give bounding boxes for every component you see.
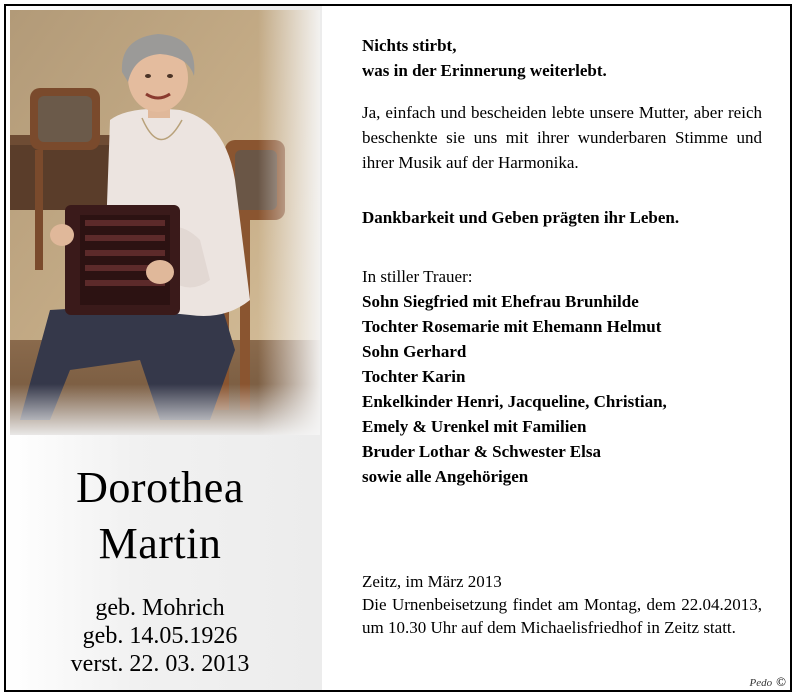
portrait-photo — [10, 10, 320, 435]
obituary-text — [362, 33, 762, 489]
mourner-item: Enkelkinder Henri, Jacqueline, Christian, — [362, 392, 667, 411]
tribute-paragraph: Ja, einfach und bescheiden lebte unsere Mutter, aber reich beschenkte sie uns mit ihrer wunderbaren Stimme und ihrer Musik auf der Harmonika. — [362, 103, 762, 172]
quote-line-2: was in der Erinnerung weiterlebt. — [362, 61, 607, 80]
mourner-item: sowie alle Angehörigen — [362, 467, 529, 486]
mourner-list — [362, 289, 762, 489]
funeral-note: Die Urnenbeisetzung findet am Montag, dem 22.04.2013, um 10.30 Uhr auf dem Michaelisfriedhof in Zeitz statt. — [362, 595, 762, 637]
copyright-author: Pedo — [749, 677, 773, 689]
deceased-name-block — [10, 460, 310, 678]
place-date: Zeitz, im März 2013 — [362, 572, 502, 591]
mourning-intro: In stiller Trauer: — [362, 267, 473, 286]
mourner-item: Tochter Rosemarie mit Ehemann Helmut — [362, 317, 662, 336]
mourner-item: Bruder Lothar & Schwester Elsa — [362, 442, 601, 461]
death-date: verst. 22. 03. 2013 — [70, 651, 250, 677]
funeral-info — [362, 570, 762, 639]
mourner-item: Emely & Urenkel mit Familien — [362, 417, 587, 436]
birth-date: geb. 14.05.1926 — [82, 623, 238, 649]
quote-line-1: Nichts stirbt, — [362, 36, 457, 55]
portrait-photo-icon — [10, 10, 320, 435]
life-details — [10, 594, 310, 678]
maiden-name: geb. Mohrich — [95, 595, 225, 621]
gratitude-line: Dankbarkeit und Geben prägten ihr Leben. — [362, 208, 680, 227]
mourner-item: Sohn Gerhard — [362, 342, 467, 361]
copyright-icon: © — [776, 674, 786, 689]
first-name: Dorothea — [76, 463, 244, 512]
mourner-item: Sohn Siegfried mit Ehefrau Brunhilde — [362, 292, 639, 311]
last-name: Martin — [98, 519, 222, 568]
copyright-mark — [750, 674, 787, 690]
mourner-item: Tochter Karin — [362, 367, 466, 386]
